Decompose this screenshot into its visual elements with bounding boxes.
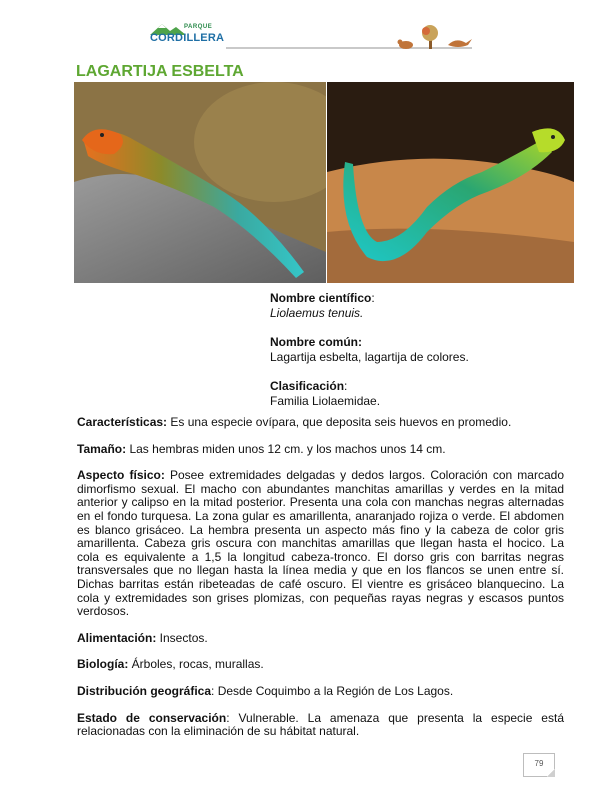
lizard-photo-right: [327, 82, 574, 283]
common-name-block: [270, 335, 570, 365]
section-tamano: [77, 443, 564, 457]
species-info: [270, 291, 570, 423]
section-label: Tamaño:: [77, 441, 127, 456]
description-body: [77, 416, 564, 752]
page-number: 79: [523, 753, 555, 777]
logo-small-text: PARQUE: [184, 24, 213, 30]
common-name-label: Nombre común:: [270, 335, 363, 349]
scientific-name-value: Liolaemus tenuis.: [270, 306, 364, 320]
classification-block: Clasificación: Familia Liolaemidae.: [270, 379, 381, 408]
section-text: Las hembras miden unos 12 cm. y los machos unos 14 cm.: [126, 441, 446, 456]
wildlife-decoration-icon: [396, 25, 476, 51]
section-biologia: [77, 658, 564, 672]
classification-label: Clasificación: [270, 379, 345, 393]
classification-value: Familia Liolaemidae.: [270, 394, 381, 408]
section-aspecto-fisico: [77, 469, 564, 619]
page-header: [0, 0, 600, 60]
section-conservacion: [77, 712, 564, 739]
logo-big-text: CORDILLERA: [150, 32, 225, 44]
scientific-name-block: Nombre científico: Liolaemus tenuis.: [270, 291, 375, 320]
section-alimentacion: [77, 632, 564, 646]
section-text: : Desde Coquimbo a la Región de Los Lagos.: [211, 683, 454, 698]
scientific-name-label: Nombre científico: [270, 291, 372, 305]
section-text: Árboles, rocas, murallas.: [128, 657, 264, 672]
section-label: Aspecto físico:: [77, 468, 165, 483]
lizard-photo-left: [74, 82, 326, 283]
section-caracteristicas: [77, 416, 564, 430]
section-text: : Vulnerable. La amenaza que presenta la especie está relacionadas con la eliminación de su hábitat natural.: [77, 710, 564, 739]
section-label: Biología:: [77, 657, 129, 672]
lizard-orange-head-image: [74, 82, 326, 283]
section-label: Estado de conservación: [77, 710, 227, 725]
section-text: Es una especie ovípara, que deposita seis huevos en promedio.: [167, 415, 512, 429]
section-label: Distribución geográfica: [77, 683, 212, 698]
lizard-green-head-image: [327, 82, 574, 283]
section-text: Posee extremidades delgadas y dedos largos. Coloración con marcado dimorfismo sexual. El macho con abundantes manchitas amarillas y verdes en la mitad anterior y calipso en la mitad posterior. Presenta una cola con manchas negras alternadas en el fondo turquesa. La zona gular es amarillenta, anaranjado rojiza o verde. El abdomen es blanco grisáceo. La hembra presenta un aspecto más fino y la cabeza de color gris amarillenta. Cabeza gris oscura con manchitas amarillas que llegan hasta el hocico. La cola es equivalente a 1,5 la longitud cabeza-tronco. El dorso gris con barritas negras transversales que no llegan hasta la línea media y que en los flancos se unen entre sí. Dichas barritas están ribeteadas de café oscuro. El vientre es grisáceo blanquecino. La cola y extremidades son grises plomizas, con pequeñas rayas negras y escasos puntos verdosos.: [77, 468, 564, 619]
page-title: LAGARTIJA ESBELTA: [76, 63, 244, 80]
section-text: Insectos.: [156, 630, 208, 645]
section-distribucion: [77, 685, 564, 699]
common-name-value: Lagartija esbelta, lagartija de colores.: [270, 350, 469, 364]
section-label: Alimentación:: [77, 630, 157, 645]
section-label: Características:: [77, 415, 168, 429]
park-logo: [148, 22, 228, 52]
